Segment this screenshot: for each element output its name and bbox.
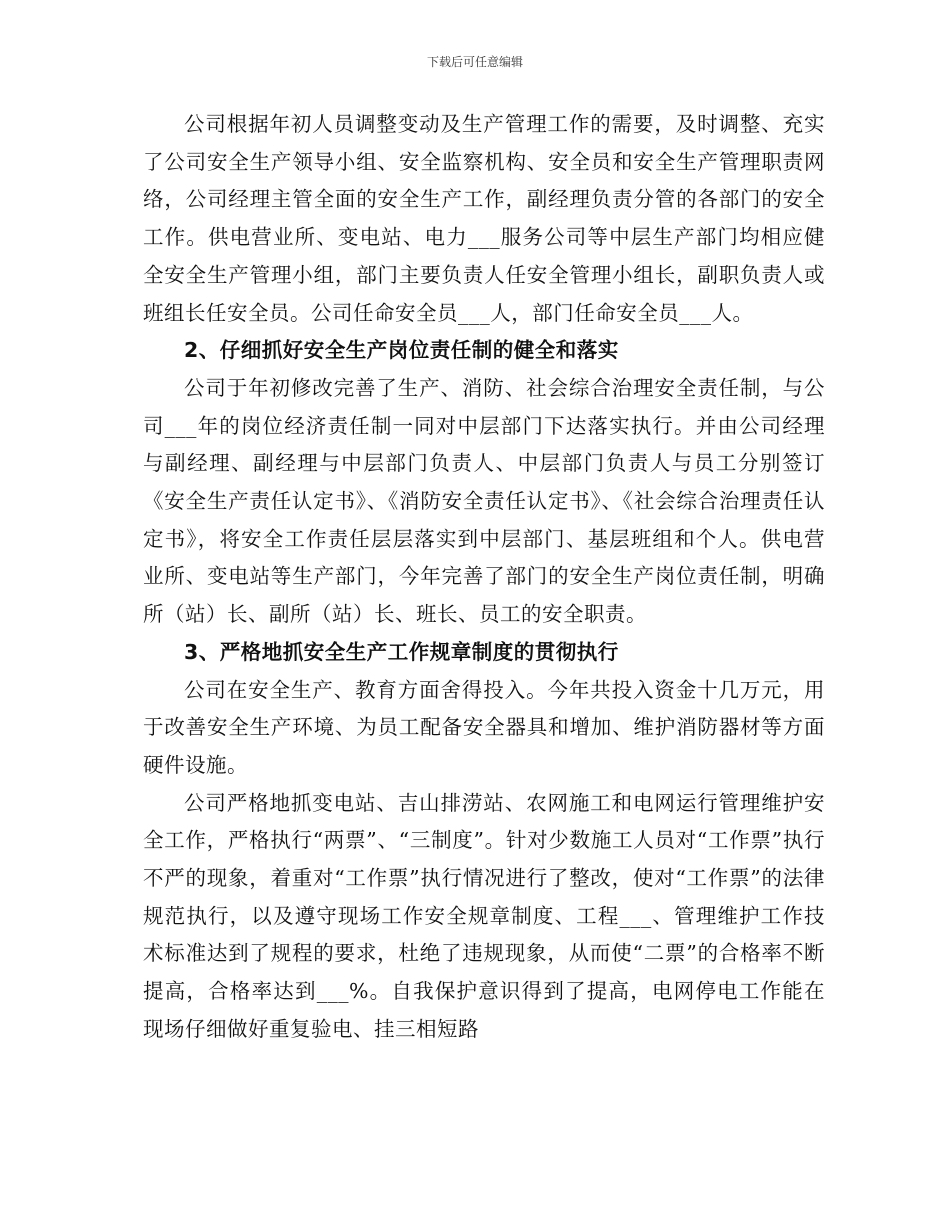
paragraph-execution: 公司严格地抓变电站、吉山排涝站、农网施工和电网运行管理维护安全工作，严格执行“两票”、“三制度”。针对少数施工人员对“工作票”执行不严的现象，着重对“工作票”执行情况进行了整改，使对“工作票”的法律规范执行，以及遵守现场工作安全规章制度、工程___、管理维护工作技术标准达到了规程的要求，杜绝了违规现象，从而使“二票”的合格率不断提高，合格率达到___%。自我保护意识得到了提高，电网停电工作能在现场仔细做好重复验电、挂三相短路 bbox=[143, 790, 825, 1041]
section-heading-2: 2、仔细抓好安全生产岗位责任制的健全和落实 bbox=[184, 338, 619, 363]
document-body bbox=[143, 106, 825, 1049]
paragraph-responsibility: 公司于年初修改完善了生产、消防、社会综合治理安全责任制，与公司___年的岗位经济责任制一同对中层部门下达落实执行。并由公司经理与副经理、副经理与中层部门负责人、中层部门负责人与员工分别签订《安全生产责任认定书》、《消防安全责任认定书》、《社会综合治理责任认定书》，将安全工作责任层层落实到中层部门、基层班组和个人。供电营业所、变电站等生产部门，今年完善了部门的安全生产岗位责任制，明确所（站）长、副所（站）长、班长、员工的安全职责。 bbox=[143, 375, 825, 627]
paragraph-organization: 公司根据年初人员调整变动及生产管理工作的需要，及时调整、充实了公司安全生产领导小组、安全监察机构、安全员和安全生产管理职责网络，公司经理主管全面的安全生产工作，副经理负责分管的各部门的安全工作。供电营业所、变电站、电力___服务公司等中层生产部门均相应健全安全生产管理小组，部门主要负责人任安全管理小组长，副职负责人或班组长任安全员。公司任命安全员___人，部门任命安全员___人。 bbox=[143, 112, 825, 325]
section-heading-3: 3、严格地抓安全生产工作规章制度的贯彻执行 bbox=[184, 639, 619, 664]
page-header-note: 下载后可任意编辑 bbox=[426, 55, 523, 69]
paragraph-investment: 公司在安全生产、教育方面舍得投入。今年共投入资金十几万元，用于改善安全生产环境、为员工配备安全器具和增加、维护消防器材等方面硬件设施。 bbox=[143, 677, 825, 777]
